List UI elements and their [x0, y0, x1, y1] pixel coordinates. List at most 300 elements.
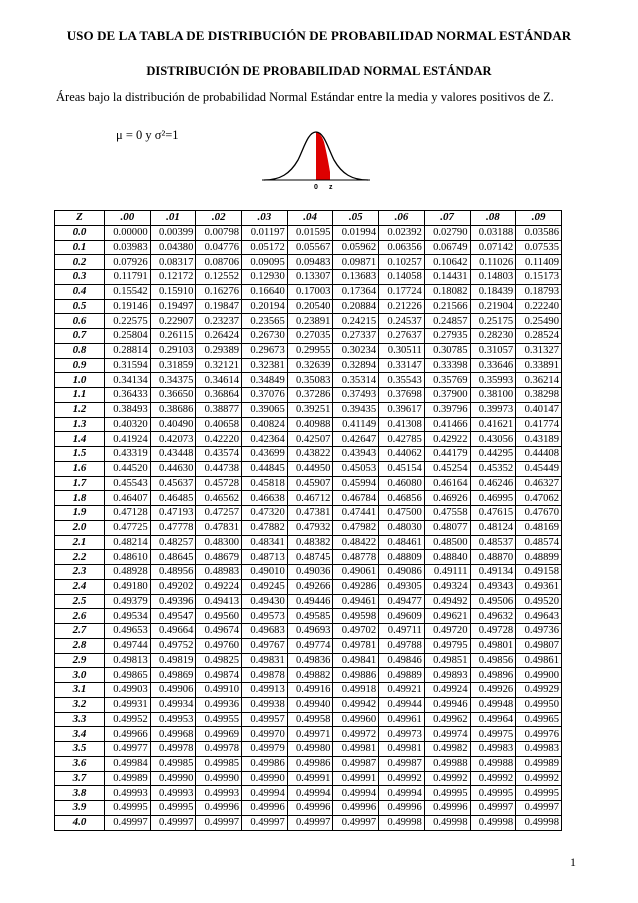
- probability-cell: 0.45543: [105, 476, 151, 491]
- probability-cell: 0.49996: [424, 801, 470, 816]
- probability-cell: 0.49992: [379, 771, 425, 786]
- probability-cell: 0.48713: [242, 550, 288, 565]
- probability-cell: 0.49997: [196, 815, 242, 830]
- column-header: .09: [516, 211, 562, 226]
- probability-cell: 0.32639: [287, 358, 333, 373]
- table-row: [55, 727, 562, 742]
- probability-cell: 0.47725: [105, 520, 151, 535]
- probability-cell: 0.36650: [150, 388, 196, 403]
- probability-cell: 0.49991: [287, 771, 333, 786]
- probability-cell: 0.49913: [242, 683, 288, 698]
- probability-cell: 0.49744: [105, 638, 151, 653]
- probability-cell: 0.09483: [287, 255, 333, 270]
- probability-cell: 0.14803: [470, 270, 516, 285]
- probability-cell: 0.49936: [196, 697, 242, 712]
- probability-cell: 0.47320: [242, 506, 288, 521]
- probability-cell: 0.49893: [424, 668, 470, 683]
- probability-cell: 0.49955: [196, 712, 242, 727]
- probability-cell: 0.48257: [150, 535, 196, 550]
- probability-cell: 0.48500: [424, 535, 470, 550]
- probability-cell: 0.45053: [333, 461, 379, 476]
- probability-cell: 0.48778: [333, 550, 379, 565]
- z-value-cell: 0.0: [55, 225, 105, 240]
- probability-cell: 0.49900: [516, 668, 562, 683]
- probability-cell: 0.42922: [424, 432, 470, 447]
- probability-cell: 0.35993: [470, 373, 516, 388]
- z-value-cell: 2.9: [55, 653, 105, 668]
- probability-cell: 0.49861: [516, 653, 562, 668]
- probability-cell: 0.33147: [379, 358, 425, 373]
- probability-cell: 0.01994: [333, 225, 379, 240]
- z-value-cell: 0.3: [55, 270, 105, 285]
- probability-cell: 0.47558: [424, 506, 470, 521]
- probability-cell: 0.37493: [333, 388, 379, 403]
- z-value-cell: 2.6: [55, 609, 105, 624]
- probability-cell: 0.13307: [287, 270, 333, 285]
- probability-cell: 0.43699: [242, 447, 288, 462]
- probability-cell: 0.49983: [470, 742, 516, 757]
- probability-cell: 0.43056: [470, 432, 516, 447]
- probability-cell: 0.27035: [287, 329, 333, 344]
- table-row: [55, 594, 562, 609]
- z-value-cell: 4.0: [55, 815, 105, 830]
- probability-cell: 0.20884: [333, 299, 379, 314]
- table-row: [55, 417, 562, 432]
- probability-cell: 0.21226: [379, 299, 425, 314]
- probability-cell: 0.49981: [333, 742, 379, 757]
- probability-cell: 0.40320: [105, 417, 151, 432]
- probability-cell: 0.15173: [516, 270, 562, 285]
- z-value-cell: 3.8: [55, 786, 105, 801]
- table-row: [55, 314, 562, 329]
- probability-cell: 0.41466: [424, 417, 470, 432]
- probability-cell: 0.46926: [424, 491, 470, 506]
- probability-cell: 0.11409: [516, 255, 562, 270]
- probability-cell: 0.11791: [105, 270, 151, 285]
- probability-cell: 0.49813: [105, 653, 151, 668]
- probability-cell: 0.43319: [105, 447, 151, 462]
- z-value-cell: 1.9: [55, 506, 105, 521]
- probability-cell: 0.05567: [287, 240, 333, 255]
- probability-cell: 0.49988: [424, 756, 470, 771]
- probability-cell: 0.41924: [105, 432, 151, 447]
- probability-cell: 0.11026: [470, 255, 516, 270]
- z-value-cell: 2.5: [55, 594, 105, 609]
- z-value-cell: 1.7: [55, 476, 105, 491]
- shaded-area: [316, 132, 330, 180]
- table-row: [55, 299, 562, 314]
- probability-cell: 0.49807: [516, 638, 562, 653]
- z-value-cell: 2.0: [55, 520, 105, 535]
- probability-cell: 0.45637: [150, 476, 196, 491]
- z-value-cell: 2.8: [55, 638, 105, 653]
- probability-cell: 0.49997: [242, 815, 288, 830]
- probability-cell: 0.49994: [333, 786, 379, 801]
- probability-cell: 0.29955: [287, 343, 333, 358]
- probability-cell: 0.49993: [150, 786, 196, 801]
- probability-cell: 0.49653: [105, 624, 151, 639]
- probability-cell: 0.36864: [196, 388, 242, 403]
- probability-cell: 0.39973: [470, 402, 516, 417]
- z-value-cell: 3.1: [55, 683, 105, 698]
- probability-cell: 0.08706: [196, 255, 242, 270]
- column-header: .08: [470, 211, 516, 226]
- probability-cell: 0.42785: [379, 432, 425, 447]
- probability-cell: 0.04776: [196, 240, 242, 255]
- probability-cell: 0.17003: [287, 284, 333, 299]
- probability-cell: 0.39796: [424, 402, 470, 417]
- probability-cell: 0.49997: [105, 815, 151, 830]
- probability-cell: 0.49992: [516, 771, 562, 786]
- probability-cell: 0.49874: [196, 668, 242, 683]
- probability-cell: 0.40658: [196, 417, 242, 432]
- z-value-cell: 0.4: [55, 284, 105, 299]
- probability-cell: 0.28230: [470, 329, 516, 344]
- probability-cell: 0.49997: [150, 815, 196, 830]
- probability-cell: 0.49970: [242, 727, 288, 742]
- probability-cell: 0.45449: [516, 461, 562, 476]
- probability-cell: 0.44738: [196, 461, 242, 476]
- probability-cell: 0.49865: [105, 668, 151, 683]
- probability-cell: 0.47062: [516, 491, 562, 506]
- probability-cell: 0.49995: [516, 786, 562, 801]
- probability-cell: 0.49111: [424, 565, 470, 580]
- z-table: [54, 210, 562, 831]
- probability-cell: 0.49918: [333, 683, 379, 698]
- z-value-cell: 3.4: [55, 727, 105, 742]
- probability-cell: 0.46164: [424, 476, 470, 491]
- probability-cell: 0.42073: [150, 432, 196, 447]
- probability-cell: 0.49953: [150, 712, 196, 727]
- probability-cell: 0.18082: [424, 284, 470, 299]
- probability-cell: 0.49974: [424, 727, 470, 742]
- probability-cell: 0.48382: [287, 535, 333, 550]
- probability-cell: 0.49788: [379, 638, 425, 653]
- probability-cell: 0.49938: [242, 697, 288, 712]
- probability-cell: 0.12172: [150, 270, 196, 285]
- probability-cell: 0.16276: [196, 284, 242, 299]
- z-value-cell: 3.2: [55, 697, 105, 712]
- probability-cell: 0.49946: [424, 697, 470, 712]
- probability-cell: 0.42647: [333, 432, 379, 447]
- table-row: [55, 742, 562, 757]
- z-value-cell: 3.5: [55, 742, 105, 757]
- z-value-cell: 3.6: [55, 756, 105, 771]
- probability-cell: 0.49971: [287, 727, 333, 742]
- probability-cell: 0.47882: [242, 520, 288, 535]
- distribution-parameters: μ = 0 y σ²=1: [116, 128, 179, 142]
- probability-cell: 0.07535: [516, 240, 562, 255]
- probability-cell: 0.29389: [196, 343, 242, 358]
- probability-cell: 0.49991: [333, 771, 379, 786]
- probability-cell: 0.49977: [105, 742, 151, 757]
- probability-cell: 0.44062: [379, 447, 425, 462]
- probability-cell: 0.48422: [333, 535, 379, 550]
- curve-label-mean: 0: [314, 184, 318, 190]
- probability-cell: 0.47778: [150, 520, 196, 535]
- probability-cell: 0.49643: [516, 609, 562, 624]
- probability-cell: 0.49831: [242, 653, 288, 668]
- probability-cell: 0.47500: [379, 506, 425, 521]
- z-value-cell: 3.7: [55, 771, 105, 786]
- probability-cell: 0.40988: [287, 417, 333, 432]
- z-value-cell: 3.9: [55, 801, 105, 816]
- probability-cell: 0.48679: [196, 550, 242, 565]
- probability-cell: 0.05962: [333, 240, 379, 255]
- probability-cell: 0.49158: [516, 565, 562, 580]
- probability-cell: 0.35083: [287, 373, 333, 388]
- probability-cell: 0.49934: [150, 697, 196, 712]
- probability-cell: 0.34134: [105, 373, 151, 388]
- probability-cell: 0.49361: [516, 579, 562, 594]
- probability-cell: 0.47193: [150, 506, 196, 521]
- probability-cell: 0.49819: [150, 653, 196, 668]
- probability-cell: 0.49869: [150, 668, 196, 683]
- probability-cell: 0.49979: [242, 742, 288, 757]
- probability-cell: 0.49343: [470, 579, 516, 594]
- table-row: [55, 653, 562, 668]
- probability-cell: 0.49997: [516, 801, 562, 816]
- probability-cell: 0.49962: [424, 712, 470, 727]
- probability-cell: 0.31057: [470, 343, 516, 358]
- probability-cell: 0.29103: [150, 343, 196, 358]
- probability-cell: 0.49960: [333, 712, 379, 727]
- probability-cell: 0.46995: [470, 491, 516, 506]
- probability-cell: 0.24857: [424, 314, 470, 329]
- probability-cell: 0.49998: [424, 815, 470, 830]
- probability-cell: 0.02790: [424, 225, 470, 240]
- probability-cell: 0.30511: [379, 343, 425, 358]
- probability-cell: 0.34849: [242, 373, 288, 388]
- table-row: [55, 240, 562, 255]
- probability-cell: 0.44179: [424, 447, 470, 462]
- probability-cell: 0.49924: [424, 683, 470, 698]
- probability-cell: 0.49061: [333, 565, 379, 580]
- probability-cell: 0.44520: [105, 461, 151, 476]
- z-value-cell: 0.7: [55, 329, 105, 344]
- table-row: [55, 535, 562, 550]
- probability-cell: 0.49896: [470, 668, 516, 683]
- probability-cell: 0.49990: [242, 771, 288, 786]
- probability-cell: 0.49856: [470, 653, 516, 668]
- probability-cell: 0.49379: [105, 594, 151, 609]
- z-value-cell: 1.8: [55, 491, 105, 506]
- probability-cell: 0.49996: [242, 801, 288, 816]
- probability-cell: 0.49964: [470, 712, 516, 727]
- probability-cell: 0.49982: [424, 742, 470, 757]
- probability-cell: 0.46327: [516, 476, 562, 491]
- probability-cell: 0.49851: [424, 653, 470, 668]
- table-row: [55, 756, 562, 771]
- probability-cell: 0.33891: [516, 358, 562, 373]
- probability-cell: 0.48956: [150, 565, 196, 580]
- probability-cell: 0.49994: [242, 786, 288, 801]
- z-value-cell: 0.2: [55, 255, 105, 270]
- z-value-cell: 0.6: [55, 314, 105, 329]
- probability-cell: 0.48745: [287, 550, 333, 565]
- probability-cell: 0.48341: [242, 535, 288, 550]
- probability-cell: 0.45907: [287, 476, 333, 491]
- probability-cell: 0.49413: [196, 594, 242, 609]
- probability-cell: 0.30234: [333, 343, 379, 358]
- z-value-cell: 1.6: [55, 461, 105, 476]
- probability-cell: 0.49752: [150, 638, 196, 653]
- table-row: [55, 565, 562, 580]
- probability-cell: 0.43822: [287, 447, 333, 462]
- column-header: .06: [379, 211, 425, 226]
- probability-cell: 0.49996: [287, 801, 333, 816]
- probability-cell: 0.49534: [105, 609, 151, 624]
- table-row: [55, 683, 562, 698]
- probability-cell: 0.47670: [516, 506, 562, 521]
- probability-cell: 0.49598: [333, 609, 379, 624]
- z-value-cell: 2.3: [55, 565, 105, 580]
- probability-cell: 0.12552: [196, 270, 242, 285]
- probability-cell: 0.26115: [150, 329, 196, 344]
- table-body: [55, 225, 562, 830]
- column-header: .07: [424, 211, 470, 226]
- probability-cell: 0.49969: [196, 727, 242, 742]
- probability-cell: 0.38686: [150, 402, 196, 417]
- probability-cell: 0.43448: [150, 447, 196, 462]
- probability-cell: 0.28814: [105, 343, 151, 358]
- probability-cell: 0.49878: [242, 668, 288, 683]
- probability-cell: 0.48645: [150, 550, 196, 565]
- probability-cell: 0.39617: [379, 402, 425, 417]
- probability-cell: 0.46712: [287, 491, 333, 506]
- table-row: [55, 579, 562, 594]
- probability-cell: 0.49036: [287, 565, 333, 580]
- probability-cell: 0.44950: [287, 461, 333, 476]
- probability-cell: 0.45154: [379, 461, 425, 476]
- probability-cell: 0.49224: [196, 579, 242, 594]
- z-value-cell: 1.2: [55, 402, 105, 417]
- probability-cell: 0.49940: [287, 697, 333, 712]
- probability-cell: 0.34375: [150, 373, 196, 388]
- probability-cell: 0.09871: [333, 255, 379, 270]
- table-row: [55, 520, 562, 535]
- probability-cell: 0.49968: [150, 727, 196, 742]
- probability-cell: 0.49986: [242, 756, 288, 771]
- probability-cell: 0.22907: [150, 314, 196, 329]
- table-row: [55, 668, 562, 683]
- probability-cell: 0.49987: [379, 756, 425, 771]
- probability-cell: 0.46638: [242, 491, 288, 506]
- probability-cell: 0.49995: [105, 801, 151, 816]
- probability-cell: 0.49286: [333, 579, 379, 594]
- probability-cell: 0.48610: [105, 550, 151, 565]
- probability-cell: 0.49702: [333, 624, 379, 639]
- probability-cell: 0.46080: [379, 476, 425, 491]
- probability-cell: 0.29673: [242, 343, 288, 358]
- probability-cell: 0.46407: [105, 491, 151, 506]
- probability-cell: 0.21566: [424, 299, 470, 314]
- probability-cell: 0.49781: [333, 638, 379, 653]
- probability-cell: 0.49990: [196, 771, 242, 786]
- probability-cell: 0.31859: [150, 358, 196, 373]
- probability-cell: 0.35314: [333, 373, 379, 388]
- probability-cell: 0.48124: [470, 520, 516, 535]
- probability-cell: 0.47982: [333, 520, 379, 535]
- probability-cell: 0.31327: [516, 343, 562, 358]
- probability-cell: 0.49674: [196, 624, 242, 639]
- probability-cell: 0.46784: [333, 491, 379, 506]
- probability-cell: 0.49305: [379, 579, 425, 594]
- probability-cell: 0.49430: [242, 594, 288, 609]
- probability-cell: 0.49989: [516, 756, 562, 771]
- probability-cell: 0.14058: [379, 270, 425, 285]
- probability-cell: 0.45254: [424, 461, 470, 476]
- probability-cell: 0.49560: [196, 609, 242, 624]
- probability-cell: 0.02392: [379, 225, 425, 240]
- probability-cell: 0.23565: [242, 314, 288, 329]
- probability-cell: 0.49975: [470, 727, 516, 742]
- probability-cell: 0.45352: [470, 461, 516, 476]
- probability-cell: 0.16640: [242, 284, 288, 299]
- probability-cell: 0.32121: [196, 358, 242, 373]
- probability-cell: 0.31594: [105, 358, 151, 373]
- probability-cell: 0.44408: [516, 447, 562, 462]
- probability-cell: 0.40490: [150, 417, 196, 432]
- probability-cell: 0.25804: [105, 329, 151, 344]
- probability-cell: 0.43189: [516, 432, 562, 447]
- curve-label-z: z: [329, 184, 333, 190]
- probability-cell: 0.00000: [105, 225, 151, 240]
- z-value-cell: 2.4: [55, 579, 105, 594]
- probability-cell: 0.43574: [196, 447, 242, 462]
- probability-cell: 0.49987: [333, 756, 379, 771]
- probability-cell: 0.49886: [333, 668, 379, 683]
- probability-cell: 0.27935: [424, 329, 470, 344]
- probability-cell: 0.49978: [150, 742, 196, 757]
- probability-cell: 0.00798: [196, 225, 242, 240]
- column-header: .00: [105, 211, 151, 226]
- probability-cell: 0.49978: [196, 742, 242, 757]
- probability-cell: 0.49958: [287, 712, 333, 727]
- table-row: [55, 373, 562, 388]
- probability-cell: 0.44295: [470, 447, 516, 462]
- probability-cell: 0.22240: [516, 299, 562, 314]
- probability-cell: 0.48077: [424, 520, 470, 535]
- column-header: .02: [196, 211, 242, 226]
- probability-cell: 0.49446: [287, 594, 333, 609]
- probability-cell: 0.39435: [333, 402, 379, 417]
- probability-cell: 0.49086: [379, 565, 425, 580]
- probability-cell: 0.49882: [287, 668, 333, 683]
- probability-cell: 0.49906: [150, 683, 196, 698]
- probability-cell: 0.49973: [379, 727, 425, 742]
- column-header-z: Z: [55, 211, 105, 226]
- probability-cell: 0.01197: [242, 225, 288, 240]
- table-row: [55, 402, 562, 417]
- probability-cell: 0.49795: [424, 638, 470, 653]
- probability-cell: 0.49998: [379, 815, 425, 830]
- probability-cell: 0.49980: [287, 742, 333, 757]
- table-row: [55, 638, 562, 653]
- probability-cell: 0.38298: [516, 388, 562, 403]
- probability-cell: 0.49944: [379, 697, 425, 712]
- probability-cell: 0.49609: [379, 609, 425, 624]
- probability-cell: 0.47128: [105, 506, 151, 521]
- probability-cell: 0.15542: [105, 284, 151, 299]
- probability-cell: 0.17364: [333, 284, 379, 299]
- probability-cell: 0.49683: [242, 624, 288, 639]
- probability-cell: 0.49134: [470, 565, 516, 580]
- probability-cell: 0.49985: [196, 756, 242, 771]
- probability-cell: 0.25175: [470, 314, 516, 329]
- probability-cell: 0.47615: [470, 506, 516, 521]
- probability-cell: 0.49983: [516, 742, 562, 757]
